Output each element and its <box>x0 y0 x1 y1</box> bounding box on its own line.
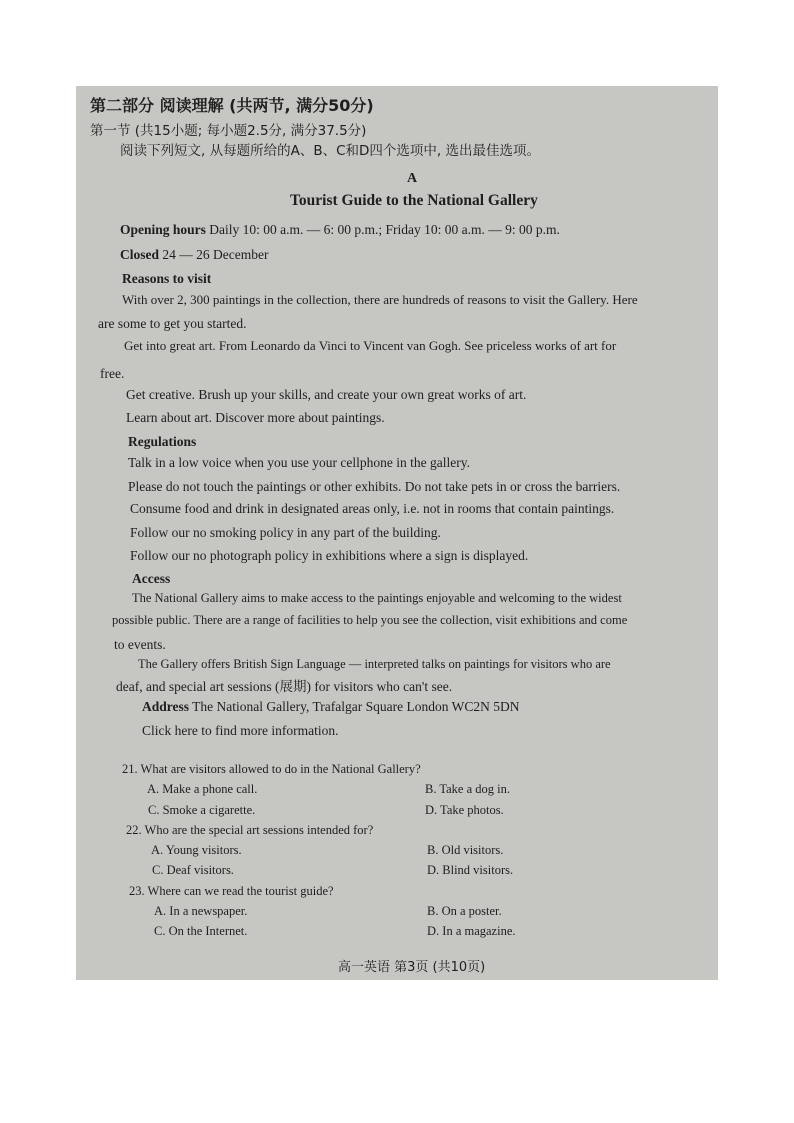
access-paragraph-1-line-1: The National Gallery aims to make access to the paintings enjoyable and welcoming to the widest <box>132 591 622 605</box>
question-22-option-c[interactable]: C. Deaf visitors. <box>152 863 234 877</box>
exam-sheet <box>76 86 718 980</box>
address-label: Address <box>142 699 190 714</box>
opening-hours-text: Daily 10: 00 a.m. — 6: 00 p.m.; Friday 10: 00 a.m. — 9: 00 p.m. <box>205 222 560 237</box>
regulation-3: Consume food and drink in designated areas only, i.e. not in rooms that contain paintings. <box>130 501 615 516</box>
question-23-option-d[interactable]: D. In a magazine. <box>427 924 516 938</box>
regulations-heading: Regulations <box>128 434 197 449</box>
question-22-option-a[interactable]: A. Young visitors. <box>151 843 242 857</box>
part-title: 第二部分 阅读理解 (共两节, 满分50分) <box>90 96 374 115</box>
reasons-heading: Reasons to visit <box>122 271 212 286</box>
reasons-paragraph-4: Learn about art. Discover more about paintings. <box>126 410 385 425</box>
opening-hours-label: Opening hours <box>120 222 206 237</box>
question-22-stem: 22. Who are the special art sessions intended for? <box>126 823 374 837</box>
question-23-option-b[interactable]: B. On a poster. <box>427 904 502 918</box>
question-21-stem: 21. What are visitors allowed to do in the National Gallery? <box>122 762 421 776</box>
passage-letter: A <box>407 171 418 186</box>
question-22-option-b[interactable]: B. Old visitors. <box>427 843 504 857</box>
access-paragraph-1-line-2: possible public. There are a range of facilities to help you see the collection, visit exhibitions and come <box>112 613 628 627</box>
access-paragraph-1-line-3: to events. <box>114 637 166 652</box>
question-23-option-c[interactable]: C. On the Internet. <box>154 924 248 938</box>
regulation-1: Talk in a low voice when you use your cellphone in the gallery. <box>128 455 470 470</box>
page-footer: 高一英语 第3页 (共10页) <box>338 960 486 975</box>
access-heading: Access <box>132 571 171 586</box>
opening-hours <box>120 223 560 237</box>
regulation-4: Follow our no smoking policy in any part of the building. <box>130 525 441 540</box>
regulation-2: Please do not touch the paintings or other exhibits. Do not take pets in or cross the barriers. <box>128 479 621 494</box>
more-information-link[interactable]: Click here to find more information. <box>142 723 339 738</box>
question-21-option-c[interactable]: C. Smoke a cigarette. <box>148 803 256 817</box>
section-title: 第一节 (共15小题; 每小题2.5分, 满分37.5分) <box>90 123 367 139</box>
reasons-paragraph-3: Get creative. Brush up your skills, and create your own great works of art. <box>126 387 527 402</box>
passage-title: Tourist Guide to the National Gallery <box>290 192 538 209</box>
question-23-stem: 23. Where can we read the tourist guide? <box>129 884 334 898</box>
reasons-paragraph-1-line-1: With over 2, 300 paintings in the collection, there are hundreds of reasons to visit the Gallery. Here <box>122 292 638 307</box>
closed-dates <box>120 248 268 262</box>
gallery-address <box>142 700 519 714</box>
question-21-option-a[interactable]: A. Make a phone call. <box>147 782 258 796</box>
question-22-option-d[interactable]: D. Blind visitors. <box>427 863 514 877</box>
access-paragraph-2-line-1: The Gallery offers British Sign Language — interpreted talks on paintings for visitors who are <box>138 657 611 671</box>
closed-label: Closed <box>120 247 160 262</box>
regulation-5: Follow our no photograph policy in exhibitions where a sign is displayed. <box>130 548 529 563</box>
access-paragraph-2-line-2: deaf, and special art sessions (展期) for visitors who can't see. <box>116 679 453 694</box>
address-text: The National Gallery, Trafalgar Square London WC2N 5DN <box>189 699 520 714</box>
reasons-paragraph-1-line-2: are some to get you started. <box>98 316 247 331</box>
question-21-option-b[interactable]: B. Take a dog in. <box>425 782 510 796</box>
closed-text: 24 — 26 December <box>159 247 269 262</box>
question-21-option-d[interactable]: D. Take photos. <box>425 803 504 817</box>
instruction-text: 阅读下列短文, 从每题所给的A、B、C和D四个选项中, 选出最佳选项。 <box>120 143 540 159</box>
question-23-option-a[interactable]: A. In a newspaper. <box>154 904 248 918</box>
reasons-paragraph-2-line-2: free. <box>100 366 125 381</box>
reasons-paragraph-2-line-1: Get into great art. From Leonardo da Vinci to Vincent van Gogh. See priceless works of art for <box>124 338 617 353</box>
